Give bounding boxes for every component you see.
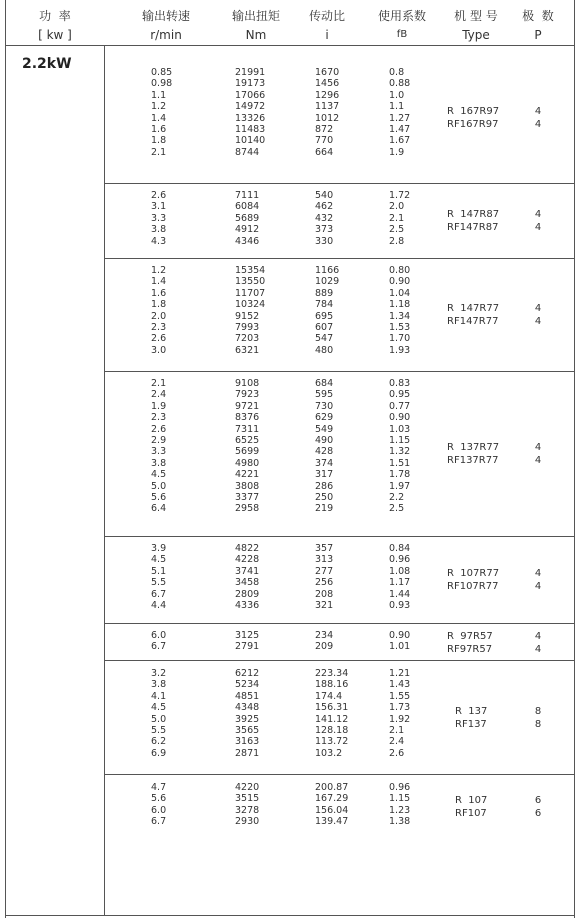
ratio-cell: 277 [315,565,334,577]
torque-cell: 7993 [235,321,260,333]
torque-cell: 9152 [235,310,260,322]
speed-cell: 3.8 [151,224,167,236]
factor-cell: 2.1 [389,724,405,736]
ratio-cell: 234 [315,630,334,641]
model-type: R 167R97 [447,106,500,117]
speed-cell: 4.5 [151,469,167,481]
pole-count: 8 [534,706,542,717]
speed-cell: 3.8 [151,679,167,691]
ratio-cell: 664 [315,146,334,158]
model-type: R 137 [455,706,488,717]
header-ratio: 传动比 [308,9,345,23]
factor-cell: 1.51 [389,457,411,469]
group-divider [104,371,575,372]
ratio-cell: 730 [315,400,334,412]
factor-cell: 1.34 [389,310,411,322]
speed-cell: 4.1 [151,690,167,702]
ratio-cell: 286 [315,480,334,492]
torque-cell: 11483 [235,123,266,135]
ratio-cell: 139.47 [315,816,349,828]
speed-cell: 5.6 [151,491,167,503]
factor-cell: 2.5 [389,503,405,515]
speed-cell: 6.4 [151,503,167,515]
pole-count: 4 [534,442,542,453]
spec-group [105,183,574,257]
ratio-cell: 128.18 [315,724,349,736]
header-speed-unit: r/min [150,28,182,42]
group-divider [104,258,575,259]
factor-cell: 1.93 [389,344,411,356]
model-type: R 107R77 [447,568,500,579]
factor-cell: 0.84 [389,543,411,554]
torque-cell: 4336 [235,599,260,611]
factor-cell: 0.80 [389,265,411,276]
spec-group [105,536,574,622]
ratio-cell: 141.12 [315,713,349,725]
model-type: RF137R77 [447,455,499,466]
factor-cell: 1.15 [389,434,411,446]
factor-cell: 1.73 [389,702,411,714]
ratio-cell: 200.87 [315,782,349,793]
pole-count: 4 [534,106,542,117]
torque-cell: 4980 [235,457,260,469]
header-poles: 极 数 [522,9,554,23]
torque-cell: 6321 [235,344,260,356]
torque-cell: 3741 [235,565,260,577]
factor-cell: 1.04 [389,287,411,299]
header-torque: 输出扭矩 [231,9,280,23]
factor-cell: 0.90 [389,412,411,424]
ratio-cell: 1296 [315,89,340,101]
factor-cell: 1.01 [389,641,411,653]
ratio-cell: 1670 [315,67,340,78]
speed-cell: 0.85 [151,67,173,78]
speed-cell: 2.4 [151,389,167,401]
power-value: 2.2kW [22,56,72,72]
factor-cell: 0.96 [389,554,411,566]
torque-cell: 7111 [235,190,260,201]
factor-cell: 1.23 [389,804,411,816]
pole-count: 6 [534,808,542,819]
spec-group [105,258,574,370]
speed-cell: 2.9 [151,434,167,446]
model-type: RF167R97 [447,119,499,130]
pole-count: 4 [534,568,542,579]
factor-cell: 1.72 [389,190,411,201]
ratio-cell: 1456 [315,78,340,90]
speed-cell: 2.6 [151,423,167,435]
torque-cell: 2871 [235,747,260,759]
factor-cell: 1.08 [389,565,411,577]
torque-cell: 17066 [235,89,266,101]
speed-cell: 2.0 [151,310,167,322]
ratio-cell: 357 [315,543,334,554]
factor-cell: 1.15 [389,793,411,805]
ratio-cell: 313 [315,554,334,566]
torque-cell: 10140 [235,135,266,147]
group-divider [104,536,575,537]
torque-cell: 2809 [235,588,260,600]
ratio-cell: 784 [315,299,334,311]
factor-cell: 2.1 [389,212,405,224]
factor-cell: 1.9 [389,146,405,158]
ratio-cell: 432 [315,212,334,224]
torque-cell: 9108 [235,378,260,389]
ratio-cell: 1166 [315,265,340,276]
speed-cell: 4.4 [151,599,167,611]
torque-cell: 14972 [235,101,266,113]
factor-cell: 2.5 [389,224,405,236]
spec-group [105,623,574,659]
ratio-cell: 256 [315,577,334,589]
speed-cell: 5.1 [151,565,167,577]
factor-cell: 0.83 [389,378,411,389]
speed-cell: 2.6 [151,190,167,201]
ratio-cell: 462 [315,201,334,213]
spec-group [105,371,574,535]
factor-cell: 0.90 [389,630,411,641]
factor-cell: 1.47 [389,123,411,135]
factor-cell: 0.93 [389,599,411,611]
speed-cell: 1.4 [151,112,167,124]
torque-cell: 13326 [235,112,266,124]
torque-cell: 5234 [235,679,260,691]
torque-cell: 3377 [235,491,260,503]
speed-cell: 4.3 [151,235,167,247]
factor-cell: 1.43 [389,679,411,691]
torque-cell: 3458 [235,577,260,589]
torque-cell: 3565 [235,724,260,736]
torque-cell: 7311 [235,423,260,435]
header-factor-unit: fB [396,29,408,40]
speed-cell: 6.9 [151,747,167,759]
pole-count: 4 [534,455,542,466]
torque-cell: 4228 [235,554,260,566]
factor-cell: 2.8 [389,235,405,247]
speed-cell: 1.8 [151,299,167,311]
speed-cell: 5.6 [151,793,167,805]
header-speed: 输出转速 [141,9,190,23]
torque-cell: 6084 [235,201,260,213]
speed-cell: 6.7 [151,641,167,653]
factor-cell: 0.95 [389,389,411,401]
ratio-cell: 219 [315,503,334,515]
ratio-cell: 629 [315,412,334,424]
speed-cell: 4.7 [151,782,167,793]
speed-cell: 2.1 [151,146,167,158]
torque-cell: 3163 [235,736,260,748]
header-power-unit: [ kw ] [38,28,72,42]
speed-cell: 6.0 [151,630,167,641]
pole-count: 4 [534,303,542,314]
speed-cell: 3.2 [151,668,167,679]
header-model-unit: Type [462,28,490,42]
model-type: R 97R57 [447,631,493,642]
factor-cell: 0.96 [389,782,411,793]
pole-count: 8 [534,719,542,730]
model-type: R 147R87 [447,209,500,220]
pole-count: 6 [534,795,542,806]
pole-count: 4 [534,209,542,220]
ratio-cell: 607 [315,321,334,333]
torque-cell: 4221 [235,469,260,481]
pole-count: 4 [534,119,542,130]
torque-cell: 2791 [235,641,260,653]
ratio-cell: 223.34 [315,668,349,679]
group-divider [104,660,575,661]
speed-cell: 3.3 [151,446,167,458]
speed-cell: 5.0 [151,713,167,725]
factor-cell: 1.44 [389,588,411,600]
model-type: RF97R57 [447,644,493,655]
model-type: RF107 [455,808,487,819]
torque-cell: 5699 [235,446,260,458]
pole-count: 4 [534,644,542,655]
torque-cell: 7203 [235,333,260,345]
ratio-cell: 209 [315,641,334,653]
pole-count: 4 [534,316,542,327]
factor-cell: 1.67 [389,135,411,147]
spec-group [105,660,574,773]
speed-cell: 6.0 [151,804,167,816]
ratio-cell: 317 [315,469,334,481]
torque-cell: 4220 [235,782,260,793]
model-type: R 147R77 [447,303,500,314]
speed-cell: 5.5 [151,724,167,736]
factor-cell: 1.0 [389,89,405,101]
model-type: RF147R87 [447,222,499,233]
factor-cell: 2.4 [389,736,405,748]
ratio-cell: 330 [315,235,334,247]
ratio-cell: 188.16 [315,679,349,691]
factor-cell: 0.8 [389,67,405,78]
header-torque-unit: Nm [245,28,267,42]
ratio-cell: 480 [315,344,334,356]
ratio-cell: 321 [315,599,334,611]
torque-cell: 4346 [235,235,260,247]
factor-cell: 0.88 [389,78,411,90]
ratio-cell: 174.4 [315,690,343,702]
speed-cell: 1.4 [151,276,167,288]
factor-cell: 2.0 [389,201,405,213]
factor-cell: 1.38 [389,816,411,828]
speed-cell: 3.8 [151,457,167,469]
torque-cell: 8376 [235,412,260,424]
model-type: RF137 [455,719,487,730]
speed-cell: 3.0 [151,344,167,356]
spec-group [105,46,574,182]
speed-cell: 6.7 [151,588,167,600]
speed-cell: 3.9 [151,543,167,554]
ratio-cell: 113.72 [315,736,349,748]
speed-cell: 6.2 [151,736,167,748]
torque-cell: 6212 [235,668,260,679]
factor-cell: 1.70 [389,333,411,345]
ratio-cell: 103.2 [315,747,343,759]
speed-cell: 1.8 [151,135,167,147]
speed-cell: 1.6 [151,123,167,135]
ratio-cell: 428 [315,446,334,458]
speed-cell: 2.3 [151,321,167,333]
ratio-cell: 167.29 [315,793,349,805]
speed-cell: 2.6 [151,333,167,345]
speed-cell: 3.3 [151,212,167,224]
table-border-bottom [5,915,575,916]
torque-cell: 8744 [235,146,260,158]
factor-cell: 1.17 [389,577,411,589]
ratio-cell: 547 [315,333,334,345]
speed-cell: 5.5 [151,577,167,589]
ratio-cell: 770 [315,135,334,147]
factor-cell: 1.92 [389,713,411,725]
speed-cell: 1.9 [151,400,167,412]
ratio-cell: 374 [315,457,334,469]
torque-cell: 21991 [235,67,266,78]
torque-cell: 3278 [235,804,260,816]
ratio-cell: 1012 [315,112,340,124]
torque-cell: 10324 [235,299,266,311]
factor-cell: 0.90 [389,276,411,288]
torque-cell: 15354 [235,265,266,276]
torque-cell: 6525 [235,434,260,446]
model-type: RF147R77 [447,316,499,327]
ratio-cell: 1137 [315,101,340,113]
pole-count: 4 [534,581,542,592]
torque-cell: 19173 [235,78,266,90]
speed-cell: 0.98 [151,78,173,90]
speed-cell: 6.7 [151,816,167,828]
header-poles-unit: P [534,28,542,42]
torque-cell: 3125 [235,630,260,641]
pole-count: 4 [534,222,542,233]
factor-cell: 1.55 [389,690,411,702]
header-power: 功 率 [39,9,71,23]
header-model: 机 型 号 [454,9,498,23]
factor-cell: 1.97 [389,480,411,492]
factor-cell: 1.18 [389,299,411,311]
table-border-left [5,0,6,918]
speed-cell: 1.2 [151,101,167,113]
group-divider [104,774,575,775]
factor-cell: 0.77 [389,400,411,412]
pole-count: 4 [534,631,542,642]
factor-cell: 1.27 [389,112,411,124]
ratio-cell: 540 [315,190,334,201]
torque-cell: 4912 [235,224,260,236]
torque-cell: 5689 [235,212,260,224]
factor-cell: 1.53 [389,321,411,333]
table-border-right [574,0,575,918]
ratio-cell: 1029 [315,276,340,288]
factor-cell: 1.78 [389,469,411,481]
ratio-cell: 490 [315,434,334,446]
model-type: RF107R77 [447,581,499,592]
group-divider [104,623,575,624]
ratio-cell: 373 [315,224,334,236]
group-divider [104,183,575,184]
factor-cell: 1.03 [389,423,411,435]
ratio-cell: 695 [315,310,334,322]
ratio-cell: 595 [315,389,334,401]
ratio-cell: 156.04 [315,804,349,816]
model-type: R 107 [455,795,488,806]
factor-cell: 1.1 [389,101,405,113]
speed-cell: 3.1 [151,201,167,213]
header-ratio-unit: i [325,28,329,42]
torque-cell: 7923 [235,389,260,401]
torque-cell: 3515 [235,793,260,805]
speed-cell: 4.5 [151,554,167,566]
ratio-cell: 156.31 [315,702,349,714]
torque-cell: 2958 [235,503,260,515]
speed-cell: 2.1 [151,378,167,389]
torque-cell: 9721 [235,400,260,412]
ratio-cell: 208 [315,588,334,600]
header-factor: 使用系数 [377,9,426,23]
torque-cell: 4348 [235,702,260,714]
factor-cell: 2.6 [389,747,405,759]
torque-cell: 13550 [235,276,266,288]
factor-cell: 2.2 [389,491,405,503]
torque-cell: 11707 [235,287,266,299]
speed-cell: 1.1 [151,89,167,101]
torque-cell: 3925 [235,713,260,725]
spec-group [105,774,574,915]
factor-cell: 1.32 [389,446,411,458]
factor-cell: 1.21 [389,668,411,679]
torque-cell: 4822 [235,543,260,554]
speed-cell: 5.0 [151,480,167,492]
speed-cell: 1.6 [151,287,167,299]
ratio-cell: 872 [315,123,334,135]
ratio-cell: 250 [315,491,334,503]
model-type: R 137R77 [447,442,500,453]
torque-cell: 2930 [235,816,260,828]
speed-cell: 1.2 [151,265,167,276]
ratio-cell: 684 [315,378,334,389]
speed-cell: 4.5 [151,702,167,714]
ratio-cell: 549 [315,423,334,435]
torque-cell: 3808 [235,480,260,492]
ratio-cell: 889 [315,287,334,299]
torque-cell: 4851 [235,690,260,702]
speed-cell: 2.3 [151,412,167,424]
